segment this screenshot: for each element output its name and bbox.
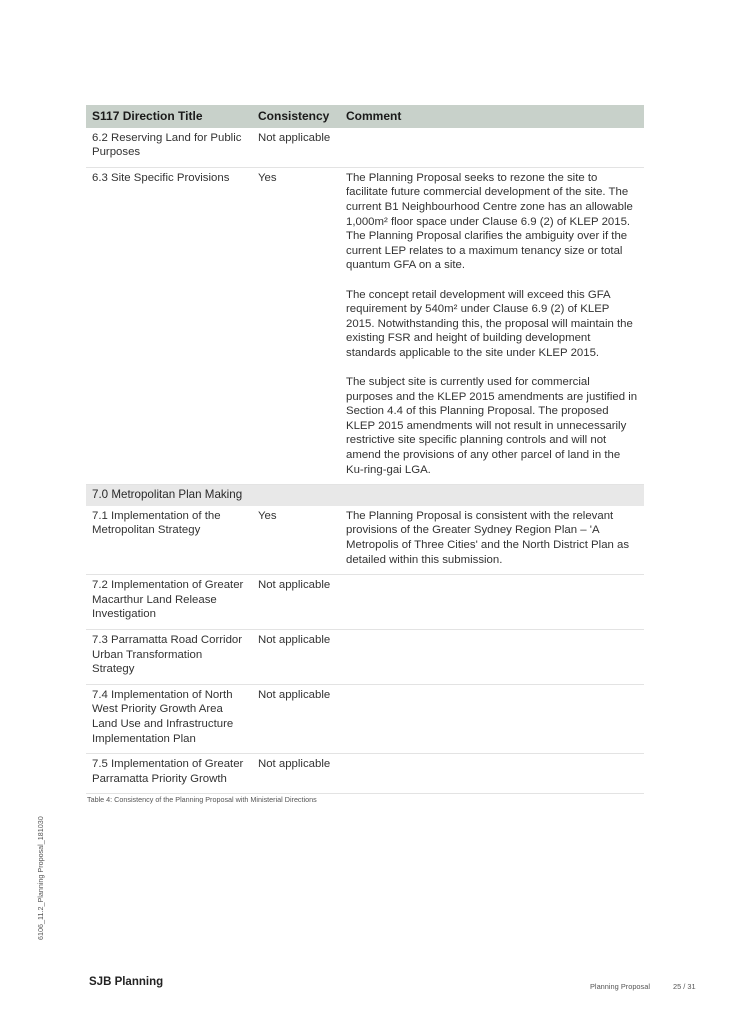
page-number: 25 / 31 xyxy=(673,982,696,991)
header-comment: Comment xyxy=(340,105,644,128)
header-consistency: Consistency xyxy=(252,105,340,128)
section-title: 7.0 Metropolitan Plan Making xyxy=(86,485,644,506)
direction-title: 7.3 Parramatta Road Corridor Urban Transformation Strategy xyxy=(86,630,252,685)
comment-cell xyxy=(340,630,644,685)
table-row xyxy=(86,684,644,753)
direction-title: 7.4 Implementation of North West Priority Growth Area Land Use and Infrastructure Implementation Plan xyxy=(86,684,252,753)
footer-document-title: Planning Proposal xyxy=(590,982,650,991)
comment-cell xyxy=(340,128,644,168)
comment-paragraph: The Planning Proposal is consistent with the relevant provisions of the Greater Sydney Region Plan – 'A Metropolis of Three Cities' and the North District Plan as detailed within this submission. xyxy=(346,509,630,566)
table-row xyxy=(86,128,644,168)
consistency-value: Not applicable xyxy=(252,630,340,685)
document-reference: 6106_11.2_Planning Proposal_181030 xyxy=(36,816,45,940)
table-row xyxy=(86,575,644,630)
section-row xyxy=(86,485,644,506)
consistency-value: Not applicable xyxy=(252,575,340,630)
consistency-value: Not applicable xyxy=(252,684,340,753)
table-row xyxy=(86,506,644,575)
direction-title: 7.2 Implementation of Greater Macarthur Land Release Investigation xyxy=(86,575,252,630)
comment-cell xyxy=(340,575,644,630)
comment-paragraph: The concept retail development will exceed this GFA requirement by 540m² under Clause 6.9 (2) of KLEP 2015. Notwithstanding this, the proposal will maintain the existing FSR and height of building development standards applicable to the site under KLEP 2015. xyxy=(346,288,633,359)
header-direction-title: S117 Direction Title xyxy=(86,105,252,128)
comment-cell xyxy=(340,684,644,753)
comment-cell xyxy=(340,754,644,794)
table-header-row xyxy=(86,105,644,128)
table-row xyxy=(86,630,644,685)
direction-title: 7.5 Implementation of Greater Parramatta Priority Growth xyxy=(86,754,252,794)
direction-title: 7.1 Implementation of the Metropolitan Strategy xyxy=(86,506,252,575)
comment-cell xyxy=(340,167,644,484)
direction-title: 6.3 Site Specific Provisions xyxy=(86,167,252,484)
comment-paragraph: The subject site is currently used for commercial purposes and the KLEP 2015 amendments are justified in Section 4.4 of this Planning Proposal. The proposed KLEP 2015 amendments will not result in unnecessarily restrictive site specific planning controls and will not amend the provisions of any other parcel of land in the Ku-ring-gai LGA. xyxy=(346,376,638,476)
consistency-value: Yes xyxy=(252,167,340,484)
s117-directions-table xyxy=(86,105,644,794)
comment-cell xyxy=(340,506,644,575)
consistency-value: Not applicable xyxy=(252,128,340,168)
table-caption: Table 4: Consistency of the Planning Proposal with Ministerial Directions xyxy=(87,795,317,804)
consistency-value: Not applicable xyxy=(252,754,340,794)
table-row xyxy=(86,167,644,484)
footer-brand: SJB Planning xyxy=(89,976,164,988)
consistency-value: Yes xyxy=(252,506,340,575)
comment-paragraph: The Planning Proposal seeks to rezone the site to facilitate future commercial development of the site. The current B1 Neighbourhood Centre zone has an allowable 1,000m² floor space under Clause 6.9 (2) of KLEP 2015. The Planning Proposal clarifies the ambiguity over if the current LEP relates to a maximum tenancy size or total quantum GFA on a site. xyxy=(346,171,633,272)
direction-title: 6.2 Reserving Land for Public Purposes xyxy=(86,128,252,168)
table-row xyxy=(86,754,644,794)
